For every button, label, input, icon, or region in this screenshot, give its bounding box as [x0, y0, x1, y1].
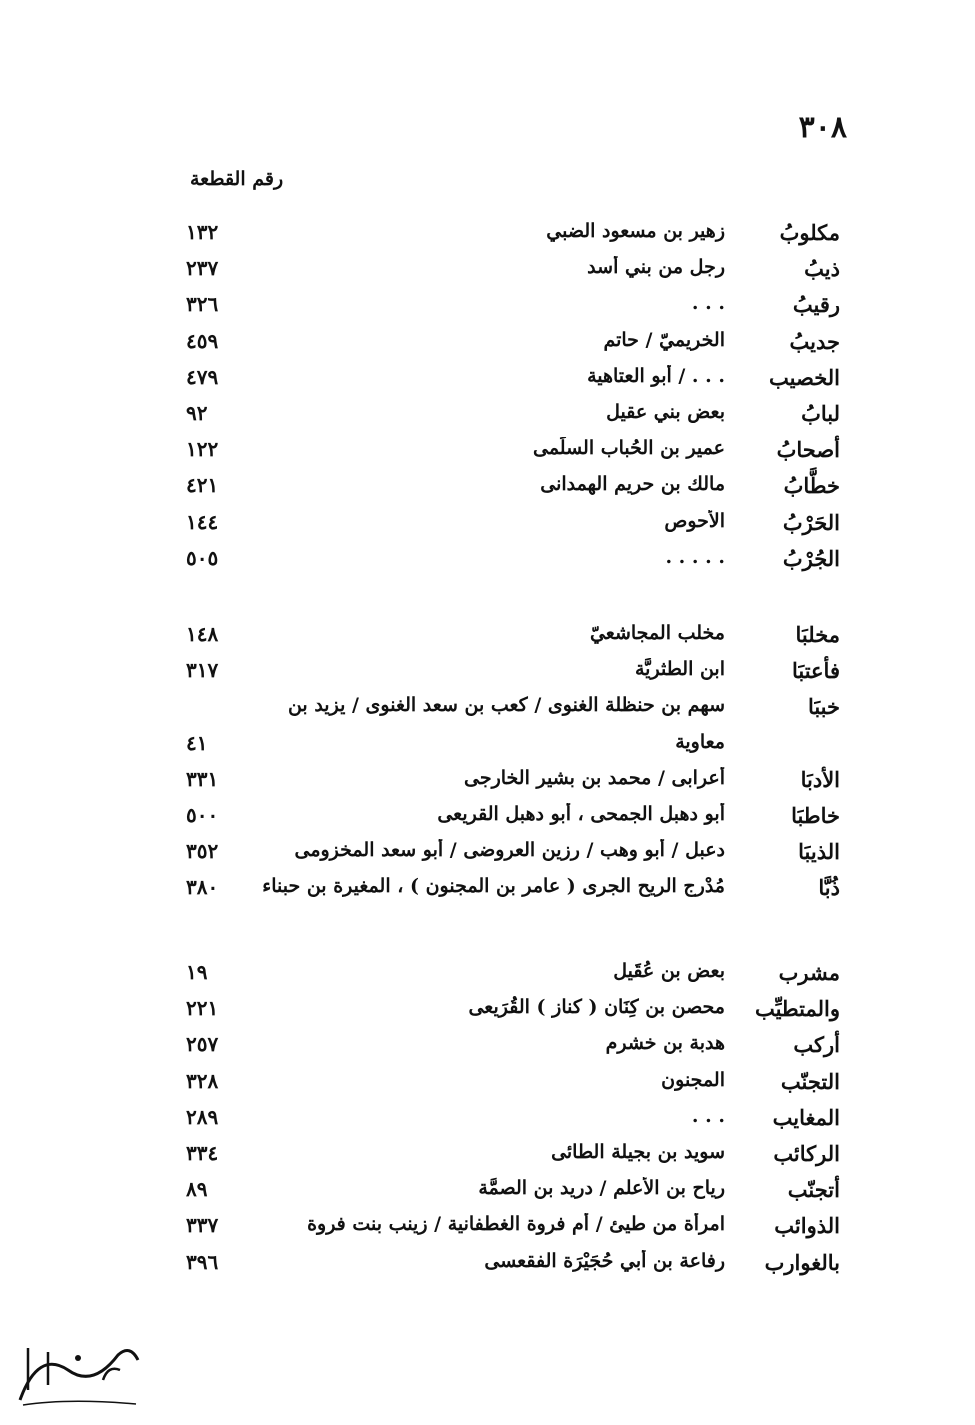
poet-name: . . . / أبو العتاهية [587, 364, 725, 387]
piece-number: ٣٣١ [186, 766, 219, 791]
poet-name: سهم بن حنظلة الغنوى / كعب بن سعد الغنوى / يزيد بن [287, 694, 725, 717]
index-entry [0, 1105, 975, 1141]
rhyme-word: الذيبَا [798, 839, 840, 865]
poet-name: معاوية [675, 730, 725, 753]
rhyme-word: الحَرْبُ [782, 509, 840, 535]
rhyme-word: مكلوبُ [779, 220, 840, 245]
poet-name: أعرابى / محمد بن بشير الخارجى [464, 766, 725, 789]
index-entry [0, 1177, 975, 1213]
piece-number: ٨٩ [186, 1177, 208, 1202]
rhyme-word: والمتطيِّب [754, 996, 840, 1022]
piece-number: ٣٩٦ [186, 1249, 219, 1274]
piece-number: ٩٢ [186, 401, 208, 425]
rhyme-word: ذُبَّا [818, 875, 840, 901]
piece-number: ٣٢٦ [186, 292, 219, 317]
index-entry [0, 694, 975, 730]
piece-number: ٤٧٩ [186, 364, 219, 389]
index-entry [0, 510, 975, 546]
piece-number: ٢٣٧ [186, 256, 219, 281]
rhyme-word: رقيبُ [792, 292, 840, 318]
rhyme-word: الذوائب [774, 1213, 840, 1239]
rhyme-word: خطَّابُ [783, 473, 840, 499]
index-entry [0, 292, 975, 328]
index-entry [0, 329, 975, 365]
poet-name: سويد بن بجيلة الطائى [551, 1141, 725, 1163]
piece-number: ١٢٢ [186, 437, 219, 462]
rhyme-word: جديبُ [789, 328, 840, 354]
piece-number: ٤٢١ [186, 473, 219, 498]
index-entry [0, 960, 975, 996]
index-entry [0, 1141, 975, 1177]
column-header: رقم القطعة [190, 168, 284, 190]
rhyme-word: خاطبَا [791, 803, 840, 828]
rhyme-word: المغايب [772, 1104, 840, 1130]
index-entry [0, 839, 975, 875]
index-entry [0, 1032, 975, 1068]
poet-name: بعض بن عُقَيل [613, 960, 725, 982]
piece-number: ٢٢١ [186, 996, 219, 1021]
rhyme-word: أركب [793, 1032, 840, 1058]
piece-number: ٥٠٠ [186, 803, 219, 827]
poet-name: عمير بن الحُباب السلَمى [532, 437, 725, 460]
piece-number: ١٣٢ [186, 220, 219, 244]
index-entry [0, 256, 975, 292]
piece-number: ٤٥٩ [186, 328, 219, 353]
index-entry [0, 1250, 975, 1286]
rhyme-word: الجُرْبُ [782, 545, 840, 571]
piece-number: ١٤٨ [186, 622, 219, 646]
poet-name: الأحوص [664, 509, 725, 532]
piece-number: ١٤٤ [186, 509, 219, 534]
index-entry [0, 767, 975, 803]
rhyme-word: أتجنّب [787, 1177, 840, 1203]
piece-number: ٢٨٩ [186, 1104, 219, 1129]
poet-name: مخلب المجاشعيّ [589, 622, 725, 644]
poet-name: محصن بن كِنَان ( كناز ) القُرَيعى [468, 996, 725, 1019]
poet-name: بعض بني عقيل [606, 401, 725, 423]
piece-number: ٣٥٢ [186, 839, 219, 864]
index-entry [0, 365, 975, 401]
piece-number: ٢٥٧ [186, 1032, 219, 1057]
rhyme-word: خببَا [807, 694, 840, 720]
piece-number: ٣٨٠ [186, 875, 219, 900]
index-entry [0, 401, 975, 437]
piece-number: ٣٢٨ [186, 1068, 219, 1093]
poet-name: دعبل / أبو وهب / رزين العروضى / أبو سعد المخزومى [294, 839, 725, 862]
poet-name: زهير بن مسعود الضبي [546, 220, 725, 242]
piece-number: ٣٣٤ [186, 1141, 219, 1165]
poet-name: . . . . . [665, 545, 725, 568]
poet-name: الخريميّ / حاتم [603, 328, 725, 351]
poet-name: رياح بن الأعلم / دريد بن الصمَّة [478, 1177, 725, 1200]
poet-name: هدبة بن خشرم [605, 1032, 725, 1055]
rhyme-word: مخلبَا [795, 622, 840, 647]
index-entry [0, 875, 975, 911]
poet-name: رجل من بني أسد [587, 256, 725, 279]
index-entry [0, 546, 975, 582]
piece-number: ٥٠٥ [186, 545, 219, 570]
index-entry [0, 473, 975, 509]
index-entry [0, 803, 975, 839]
publisher-logo [8, 1330, 148, 1415]
index-entry [0, 1069, 975, 1105]
index-entry [0, 731, 975, 767]
poet-name: أبو دهبل الجمحى ، أبو دهبل القريعى [437, 803, 725, 825]
rhyme-word: الركائب [773, 1141, 840, 1166]
index-entry [0, 658, 975, 694]
rhyme-word: التجنّب [780, 1068, 840, 1094]
rhyme-word: مشرب [778, 960, 840, 985]
index-entry [0, 437, 975, 473]
poet-name: المجنون [661, 1068, 725, 1091]
piece-number: ١٩ [186, 960, 208, 984]
index-entry [0, 1213, 975, 1249]
rhyme-word: لبابُ [801, 401, 840, 426]
poet-name: . . . [691, 1104, 725, 1127]
index-entry [0, 622, 975, 658]
piece-number: ٣١٧ [186, 658, 219, 683]
poet-name: مالك بن حريم الهمدانى [540, 473, 725, 496]
rhyme-word: فأعتبَا [791, 658, 840, 684]
rhyme-word: أصحابُ [776, 437, 840, 463]
rhyme-word: الخصيب [769, 364, 840, 390]
rhyme-word: ذيبُ [804, 256, 840, 282]
poet-name: رفاعة بن أبي حُجَيْرَة الفقعسى [484, 1249, 725, 1272]
piece-number: ٣٣٧ [186, 1213, 219, 1238]
page-number: ٣٠٨ [798, 110, 847, 145]
index-entry [0, 996, 975, 1032]
piece-number: ٤١ [186, 730, 208, 755]
rhyme-word: الأدبَا [800, 766, 840, 792]
poet-name: ابن الطثريَّة [635, 658, 725, 681]
rhyme-word: بالغوارب [764, 1249, 840, 1275]
poet-name: . . . [691, 292, 725, 315]
poet-name: مُدْرج الريح الجرى ( عامر بن المجنون ) ، المغيرة بن حبناء [262, 875, 725, 898]
index-entry [0, 220, 975, 256]
poet-name: امرأة من طيئ / أم فروة الغطفانية / زينب بنت فروة [307, 1213, 725, 1236]
